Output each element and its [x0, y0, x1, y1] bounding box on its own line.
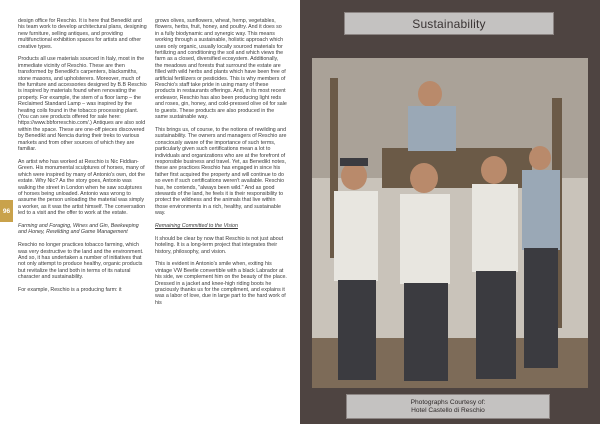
photo-worker-right-head — [481, 156, 507, 184]
photo-worker-left-head — [341, 162, 367, 190]
page-number-tab — [0, 200, 13, 222]
photo-crate — [382, 148, 532, 188]
photo-worker-far-right-shirt — [522, 170, 560, 250]
photo-worker-far-right-head — [529, 146, 551, 170]
left-paragraph-3: An artist who has worked at Reschio is Nic Fiddian-Green. His monumental sculptures of horses, many of which were inspired by many of Antonio's own, dot the estate. Why Nic? As the story goes, Antonio was walking the street in London when he saw sculptures of horses being unloaded. Antonio was wrong to assume the person unloading the material was simply a worker, as it was the artist himself. The conversation led to a visit and the offer to work at the estate. — [18, 158, 146, 217]
photo-worker-far-right-trousers — [524, 248, 558, 368]
middle-text-column — [155, 18, 287, 313]
middle-paragraph-4: This is evident in Antonio's smile when, exiting his vintage VW Beetle convertible with a black Labrador at his side, we complement him on the beauty of the place. Dressed in a jacket and knee-high riding boots he graciously thanks us for the compliment, and explains it was a labor of love, due in large part to the hard work of his — [155, 261, 287, 306]
photo-worker-right-trousers — [476, 271, 516, 379]
caption-line-1: Photographs Courtesy of: — [410, 398, 486, 406]
photo-worker-left-shirt — [334, 191, 378, 281]
photo-worker-center-shirt — [400, 194, 450, 284]
middle-paragraph-3: It should be clear by now that Reschio is not just about hoteling. It is a long-term project that integrates their history, philosophy, and vision. — [155, 235, 284, 255]
left-paragraph-1: design office for Reschio. It is here that Benedikt and his team work to develop architectural plans, designing new furniture, selling antiques, and providing multifunctional exhibition spaces for artists and other creative types. — [18, 18, 147, 50]
photo-worker-top-shirt — [408, 106, 456, 151]
left-paragraph-2: Products all use materials sourced in Italy, most in the immediate vicinity of Reschio. These are then transformed by Benedikt's carpenters, blacksmiths, stone masons, and upholsterers. Moreover, much of the furniture and accessories designed by B.B Reschio is inspired by materials found when renovating the property. For example, the stem of a floor lamp – the Reclaimed Standard Lamp – was inspired by the heating coils found in the tobacco processing plant. (You can see products offered for sale here: https://www.bbforreschio.com/.) Antiques are also sold within the space. These are one-off pieces discovered by Benedikt and Nencia during their treks to various markets and from other sources of which they are familiar. — [18, 56, 147, 153]
photo-worker-center-head — [410, 163, 438, 193]
photo-worker-center-trousers — [404, 283, 448, 381]
title-banner — [344, 12, 554, 35]
photo-worker-left-trousers — [338, 280, 376, 380]
middle-paragraph-1: grows olives, sunflowers, wheat, hemp, vegetables, flowers, herbs, fruit, honey, and poultry. And it does so in a fully biodynamic and synergic way. This means working through a sustainable, holistic approach which uses only organic, usually locally sourced materials for fertilizing and conditioning the soil and which views the farm as a closed, diversified ecosystem. Additionally, the meadows and forests that surround the estate are filled with wild herbs and plants which have been free of artificial fertilizers or pesticides. This is why members of Reschio's staff take pride in using many of these products in restaurants offerings. And, in its most recent endeavor, Reschio has also been producing light reds and roses, gin, honey, and cold-pressed olive oil for sale to guests. These products are also produced in the same sustainable way. — [155, 18, 287, 121]
left-paragraph-4: Reschio no longer practices tobacco farming, which was very destructive to the land and the environment. And so, it has undertaken a number of initiatives that not only attempt to produce healthy, organic products but revitalize the land both in terms of its natural character and sustainability. — [18, 242, 144, 281]
photo-worker-right-shirt — [472, 184, 518, 272]
photo-illustration — [312, 58, 588, 388]
page-title: Sustainability — [412, 16, 486, 31]
middle-paragraph-2: This brings us, of course, to the notions of rewilding and sustainability. The owners and managers of Reschio are consciously aware of the importance of such terms, particularly given such certifications mean a lot to individuals and organizations who are at the forefront of responsible business and travel. Yet, as Benedikt notes, these are practices Reschio has engaged in since his father first acquired the property and will continue to do so even if such certifications weren't available. Reschio has, he contends, "always been wild." And as good stewards of the land, he feels it is their responsibility to protect the wildness and the animals that live within those environments in a rich, healthy, and sustainable way. — [155, 126, 287, 217]
photo-credit-caption — [346, 394, 550, 419]
photo-workers-carrying-crate — [312, 58, 588, 388]
left-text-column — [18, 18, 147, 300]
photo-worker-top-head — [418, 81, 442, 107]
middle-subheading: Remaining Committed to the Vision — [155, 222, 238, 229]
left-subheading: Farming and Foraging, Wines and Gin, Beekeeping and Honey, Rewilding and Game Management — [18, 222, 139, 236]
page-number: 96 — [2, 207, 11, 215]
photo-worker-left-cap — [340, 158, 368, 166]
right-page — [300, 0, 600, 424]
left-paragraph-5: For example, Reschio is a producing farm: it — [18, 286, 122, 293]
caption-line-2: Hotel Castello di Reschio — [411, 406, 485, 414]
